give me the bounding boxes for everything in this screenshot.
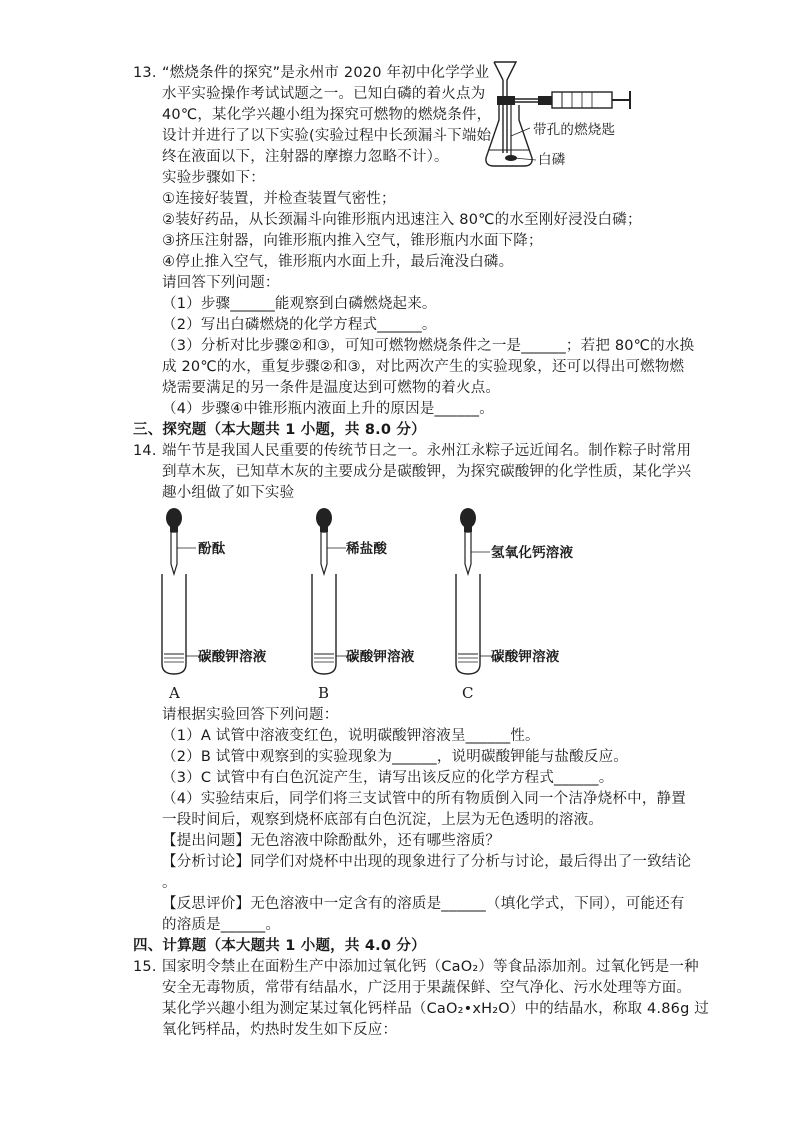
q14-intro-line: 趣小组做了如下实验 (162, 485, 295, 501)
raise-question: 【提出问题】无色溶液中除酚酞外，还有哪些溶质？ (162, 833, 501, 849)
step-item: ③挤压注射器，向锥形瓶内推入空气，锥形瓶内水面下降； (162, 233, 543, 249)
sub-question: （3）分析对比步骤②和③，可知可燃物燃烧条件之一是______；若把 80℃的水换 (162, 338, 695, 354)
sub-question: （1）步骤______能观察到白磷燃烧起来。 (162, 296, 437, 312)
steps-title: 实验步骤如下： (162, 170, 265, 186)
tube-letter-a: A (169, 684, 181, 702)
q15-line: 氧化钙样品，灼热时发生如下反应： (162, 1022, 398, 1038)
question-number: 13. (133, 65, 157, 81)
q13-intro-line: “燃烧条件的探究”是永州市 2020 年初中化学学业 (162, 65, 490, 81)
solution-label-c: 碳酸钾溶液 (491, 649, 560, 665)
answer-prompt: 请回答下列问题： (162, 275, 280, 291)
question-number: 14. (133, 443, 157, 459)
tube-letter-c: C (462, 684, 474, 702)
sub-question: 成 20℃的水，重复步骤②和③，对比两次产生的实验现象，还可以得出可燃物燃 (162, 359, 685, 375)
answer-prompt: 请根据实验回答下列问题： (162, 707, 339, 723)
q15-line: 某化学兴趣小组为测定某过氧化钙样品（CaO₂•xH₂O）中的结晶水，称取 4.86g 过 (162, 1001, 710, 1017)
dropper-label-c: 氢氧化钙溶液 (491, 545, 574, 561)
section-heading: 四、计算题（本大题共 1 小题，共 4.0 分） (133, 938, 426, 954)
spoon-label: 带孔的燃烧匙 (533, 122, 616, 138)
q14-intro-line: 端午节是我国人民重要的传统节日之一。永州江永粽子远近闻名。制作粽子时常用 (162, 443, 692, 459)
sub-question: （2）B 试管中观察到的实验现象为______，说明碳酸钾能与盐酸反应。 (162, 749, 628, 765)
q13-intro-line: 设计并进行了以下实验(实验过程中长颈漏斗下端始 (162, 128, 492, 144)
analysis-line: 。 (162, 875, 177, 891)
dropper-label-b: 稀盐酸 (346, 541, 388, 557)
q15-line: 安全无毒物质，常带有结晶水，广泛用于果蔬保鲜、空气净化、污水处理等方面。 (162, 980, 692, 996)
step-item: ②装好药品，从长颈漏斗向锥形瓶内迅速注入 80℃的水至刚好浸没白磷； (162, 212, 642, 228)
sub-question: （4）实验结束后，同学们将三支试管中的所有物质倒入同一个洁净烧杯中，静置 (162, 791, 686, 807)
reflect-line: 的溶质是______。 (162, 917, 281, 933)
sub-question: （3）C 试管中有白色沉淀产生，请写出该反应的化学方程式______。 (162, 770, 614, 786)
question-number: 15. (133, 959, 157, 975)
q15-line: 国家明令禁止在面粉生产中添加过氧化钙（CaO₂）等食品添加剂。过氧化钙是一种 (162, 959, 699, 975)
sub-question: （2）写出白磷燃烧的化学方程式______。 (162, 317, 437, 333)
white-phosphorus-label: 白磷 (538, 152, 566, 168)
step-item: ④停止推入空气，锥形瓶内水面上升，最后淹没白磷。 (162, 254, 514, 270)
q13-intro-line: 水平实验操作考试试题之一。已知白磷的着火点为 (162, 86, 486, 102)
q13-intro-line: 终在液面以下，注射器的摩擦力忽略不计）。 (162, 149, 449, 165)
solution-label-b: 碳酸钾溶液 (346, 649, 415, 665)
step-item: ①连接好装置，并检查装置气密性； (162, 191, 396, 207)
sub-question: （4）步骤④中锥形瓶内液面上升的原因是______。 (162, 401, 494, 417)
analysis-line: 【分析讨论】同学们对烧杯中出现的现象进行了分析与讨论，最后得出了一致结论 (162, 854, 692, 870)
reflect-line: 【反思评价】无色溶液中一定含有的溶质是______（填化学式，下同），可能还有 (162, 896, 685, 912)
q13-intro-line: 40℃，某化学兴趣小组为探究可燃物的燃烧条件， (162, 107, 492, 123)
section-heading: 三、探究题（本大题共 1 小题，共 8.0 分） (133, 422, 426, 438)
sub-question: 一段时间后，观察到烧杯底部有白色沉淀，上层为无色透明的溶液。 (162, 812, 603, 828)
solution-label-a: 碳酸钾溶液 (198, 649, 267, 665)
sub-question: （1）A 试管中溶液变红色，说明碳酸钾溶液呈______性。 (162, 728, 540, 744)
dropper-label-a: 酚酞 (198, 541, 226, 557)
tube-letter-b: B (318, 684, 330, 702)
q14-intro-line: 到草木灰，已知草木灰的主要成分是碳酸钾，为探究碳酸钾的化学性质，某化学兴 (162, 464, 692, 480)
sub-question: 烧需要满足的另一条件是温度达到可燃物的着火点。 (162, 380, 501, 396)
